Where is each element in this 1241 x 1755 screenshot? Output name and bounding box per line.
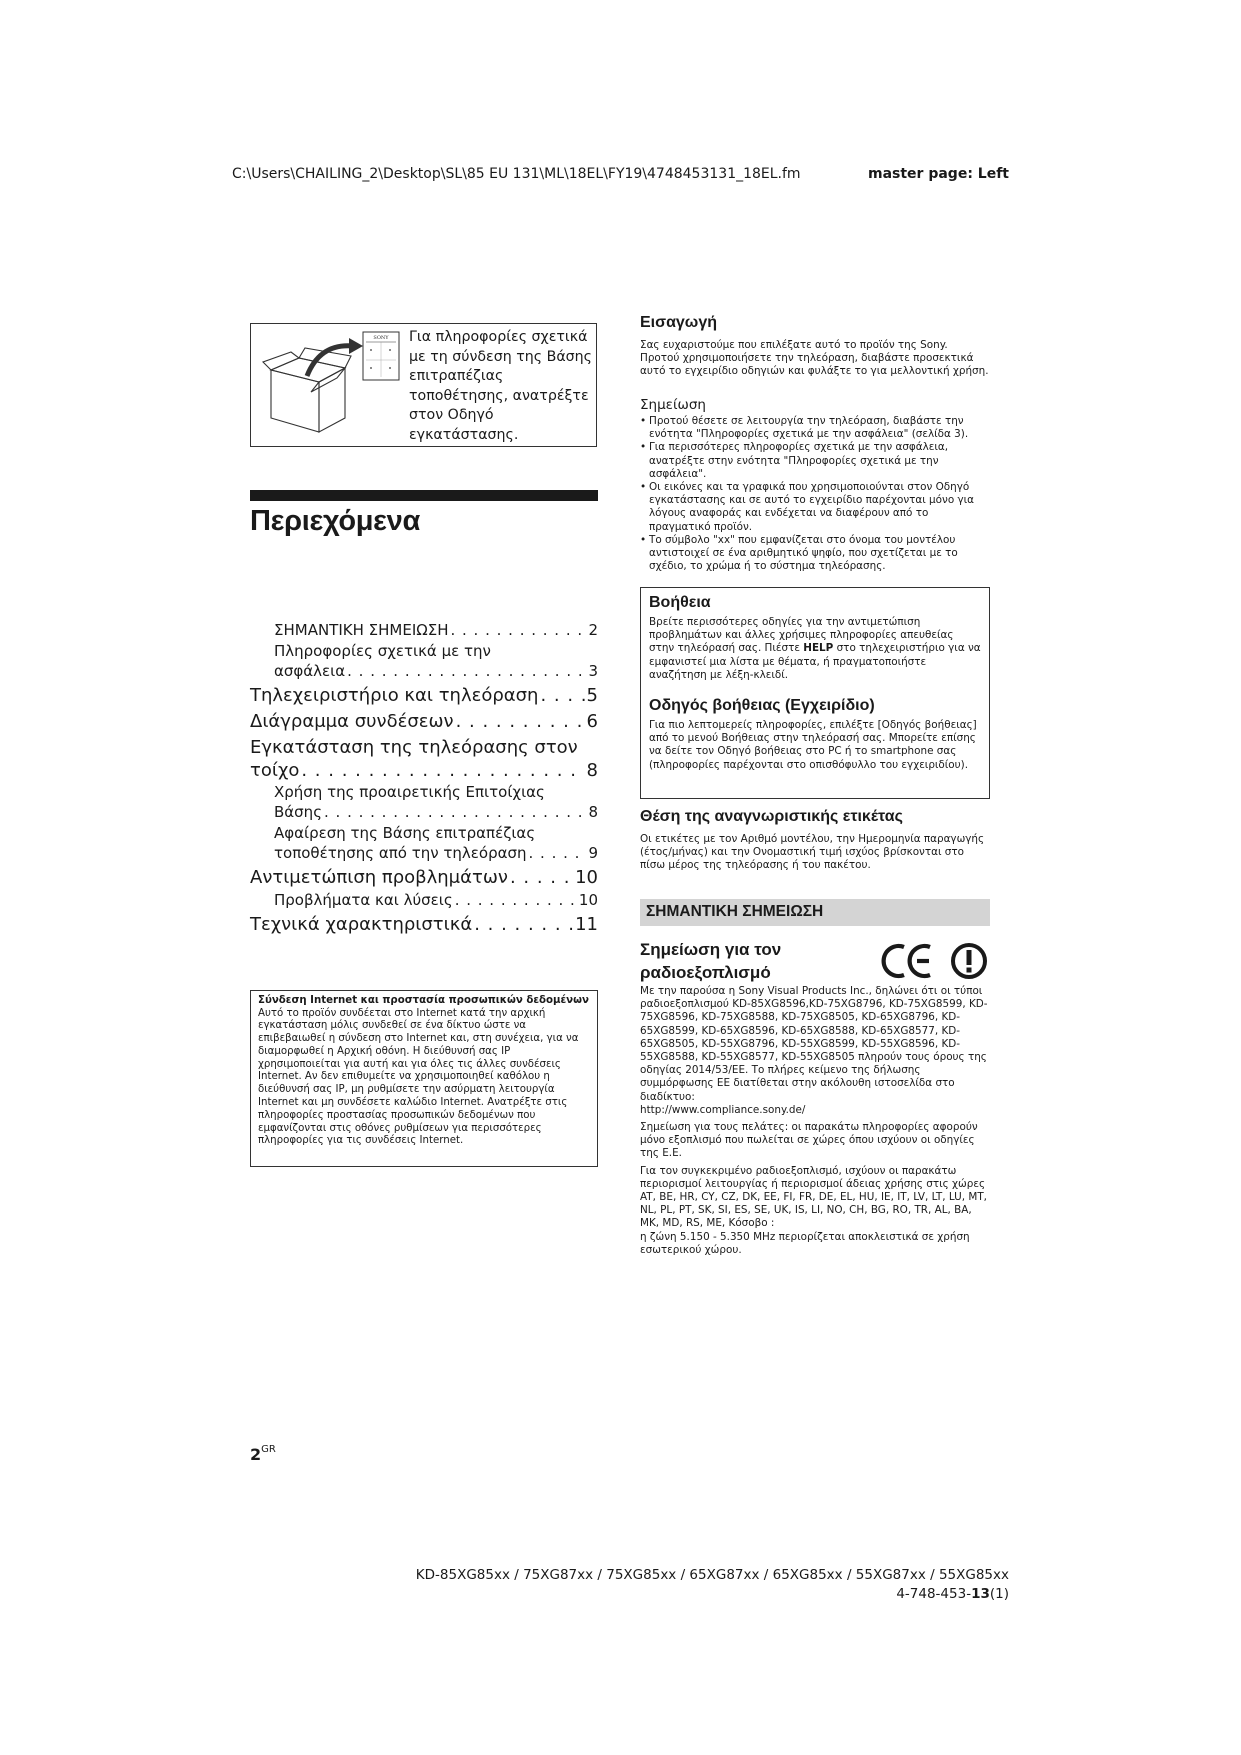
help-guide-body: Για πιο λεπτομερείς πληροφορίες, επιλέξτε [Οδηγός βοήθειας] από το μενού Βοήθειας στην τηλεόρασή σας. Μπορείτε επίσης να δείτε τον Οδηγό βοήθειας στο PC ή το smartphone σας (πληροφορίες παρέχονται στο οπισθόφυλλο του εγχειριδίου). <box>649 719 977 771</box>
customer-note: Σημείωση για τους πελάτες: οι παρακάτω πληροφορίες αφορούν μόνο εξοπλισμό που πωλείται σε χώρες όπου ισχύουν οι οδηγίες της Ε.Ε. <box>640 1121 978 1160</box>
internet-privacy-title: Σύνδεση Internet και προστασία προσωπικών δεδομένων <box>258 995 589 1006</box>
model-list: KD-85XG85xx / 75XG87xx / 75XG85xx / 65XG87xx / 65XG85xx / 55XG87xx / 55XG85xx <box>415 1567 1009 1583</box>
internet-privacy-body: Αυτό το προϊόν συνδέεται στο Internet κατά την αρχική εγκατάσταση μόλις συνδεθεί σε ένα δίκτυο ώστε να επιβεβαιωθεί η σύνδεση στο Internet και, στη συνέχεια, για να διαμορφωθεί η Αρχική οθόνη. Η διεύθυνσή σας IP χρησιμοποιείται για αυτή και για όλες τις άλλες συνδέσεις Internet. Αν δεν επιθυμείτε να χρησιμοποιηθεί καθόλου η διεύθυνσή σας IP, μη ρυθμίσετε την ασύρματη λειτουργία Internet και μη συνδέσετε καλώδιο Internet. Ανατρέξτε στις πληροφορίες προστασίας προσωπικών δεδομένων που εμφανίζονται στις οθόνες ρυθμίσεων για περισσότερες πληροφορίες για τις συνδέσεις Internet. <box>258 1007 579 1147</box>
toc-rule <box>250 490 598 501</box>
toc-item-problems-solutions[interactable]: Προβλήματα και λύσεις . . . 10 <box>250 890 598 911</box>
label-location-title: Θέση της αναγνωριστικής ετικέτας <box>640 808 903 825</box>
box-and-guide-illustration <box>259 330 407 442</box>
radio-equipment-body <box>640 985 990 1261</box>
toc-title: Περιεχόμενα <box>250 505 420 537</box>
alert-mark-icon <box>950 942 988 980</box>
list-item: • Για περισσότερες πληροφορίες σχετικά με την ασφάλεια, ανατρέξτε στην ενότητα "Πληροφορίες σχετικά με την ασφάλεια". <box>640 441 990 481</box>
help-guide-title: Οδηγός βοήθειας (Εγχειρίδιο) <box>649 697 875 715</box>
note-heading: Σημείωση <box>640 397 706 413</box>
toc-item-stand-removal-line1[interactable]: Αφαίρεση της Βάσης επιτραπέζιας <box>274 824 536 842</box>
note-list <box>640 415 990 573</box>
toc-item-important-note[interactable]: ΣΗΜΑΝΤΙΚΗ ΣΗΜΕΙΩΣΗ . . . 2 <box>250 620 598 641</box>
guide-booklet-icon <box>363 332 399 380</box>
list-item: • Το σύμβολο "xx" που εμφανίζεται στο όνομα του μοντέλου αντιστοιχεί σε ένα αριθμητικό ψηφίο, που σχετίζεται με το σχέδιο, το χρώμα ή το σύστημα τηλεόρασης. <box>640 534 990 574</box>
intro-title: Εισαγωγή <box>640 314 717 331</box>
toc-item-remote-and-tv[interactable]: Τηλεχειριστήριο και τηλεόραση . . . 5 <box>250 684 598 708</box>
restriction-text: Για τον συγκεκριμένο ραδιοεξοπλισμό, ισχύουν οι παρακάτω περιορισμοί λειτουργίας ή περιορισμοί άδειας χρήσης στις χώρες AT, BE, HR, CY, CZ, DK, EE, FI, FR, DE, EL, HU, IE, IT, LV, LT, LU, MT, NL, PL, PT, SK, SI, ES, SE, UK, IS, LI, NO, CH, BG, RO, TR, AL, BA, MK, MD, RS, ME, Κόσοβο : η ζώνη 5.150 - 5.350 MHz περιορίζεται αποκλειστικά σε χρήση εσωτερικού χώρου. <box>640 1164 987 1256</box>
internet-privacy-box <box>250 990 598 1167</box>
help-box <box>640 587 990 799</box>
help-title: Βοήθεια <box>649 594 711 611</box>
toc-item-safety[interactable]: ασφάλεια . . . 3 <box>250 661 598 682</box>
booklet-brand: SONY <box>373 335 389 341</box>
page-number: $2^{GR}$ <box>250 1444 276 1464</box>
file-path: C:\Users\CHAILING_2\Desktop\SL\85 EU 131\ML\18EL\FY19\4748453131_18EL.fm <box>232 166 801 182</box>
help-body: Βρείτε περισσότερες οδηγίες για την αντιμετώπιση προβλημάτων και άλλες χρήσιμες πληροφορίες απευθείας στην τηλεόρασή σας. Πιέστε HELP στο τηλεχειριστήριο για να εμφανιστεί μια λίστα με θέματα, ή πραγματοποιήστε αναζήτηση με λέξη-κλειδί. <box>649 616 981 681</box>
list-item: • Οι εικόνες και τα γραφικά που χρησιμοποιούνται στον Οδηγό εγκατάστασης και σε αυτό το εγχειρίδιο παρέχονται μόνο για λόγους αναφοράς και ενδέχεται να διαφέρουν από το πραγματικό προϊόν. <box>640 481 990 534</box>
arrow-icon <box>307 338 363 376</box>
toc-item-stand-removal[interactable]: τοποθέτησης από την τηλεόραση . . . 9 <box>250 843 598 864</box>
toc-item-wall-mount[interactable]: Βάσης . . . 8 <box>250 802 598 823</box>
help-key: HELP <box>803 642 834 655</box>
toc-item-wall-mount-line1[interactable]: Χρήση της προαιρετικής Επιτοίχιας <box>274 783 545 801</box>
setup-guide-note: Για πληροφορίες σχετικά με τη σύνδεση της Βάσης επιτραπέζιας τοποθέτησης, ανατρέξτε στον Οδηγό εγκατάστασης. <box>409 329 592 443</box>
radio-equipment-title: Σημείωση για τον ραδιοεξοπλισμό <box>640 940 782 982</box>
setup-guide-info-box <box>250 323 597 447</box>
ce-mark-icon <box>880 942 936 980</box>
intro-body: Σας ευχαριστούμε που επιλέξατε αυτό το προϊόν της Sony. Προτού χρησιμοποιήσετε την τηλεόραση, διαβάστε προσεκτικά αυτό το εγχειρίδιο οδηγιών και φυλάξτε το για μελλοντική χρήση. <box>640 339 989 378</box>
document-code: 4-748-453-13(1) <box>896 1586 1009 1602</box>
toc-item-specifications[interactable]: Τεχνικά χαρακτηριστικά . . . 11 <box>250 913 598 937</box>
important-note-bar <box>640 899 990 926</box>
toc-item-connection-diagram[interactable]: Διάγραμμα συνδέσεων . . . 6 <box>250 710 598 734</box>
box-icon <box>263 348 351 432</box>
important-note-title: ΣΗΜΑΝΤΙΚΗ ΣΗΜΕΙΩΣΗ <box>646 903 824 920</box>
toc-item-wall-install[interactable]: τοίχο . . . 8 <box>250 759 598 782</box>
declaration-text: Με την παρούσα η Sony Visual Products Inc., δηλώνει ότι οι τύποι ραδιοεξοπλισμού KD-85XG8596,KD-75XG8796, KD-75XG8599, KD-75XG8596, KD-75XG8588, KD-75XG8505, KD-65XG8796, KD-65XG8599, KD-65XG8596, KD-65XG8588, KD-65XG8577, KD-65XG8505, KD-55XG8796, KD-55XG8599, KD-55XG8596, KD-55XG8588, KD-55XG8577, KD-55XG8505 πληρούν τους όρους της οδηγίας 2014/53/ΕΕ. Το πλήρες κείμενο της δήλωσης συμμόρφωσης ΕΕ διατίθεται στην ακόλουθη ιστοσελίδα στο διαδίκτυο: http://www.compliance.sony.de/ <box>640 985 988 1116</box>
master-page-label: master page: Left <box>868 166 1009 182</box>
toc-item-wall-install-line1[interactable]: Εγκατάσταση της τηλεόρασης στον <box>250 737 578 758</box>
table-of-contents <box>250 620 598 937</box>
label-location-body: Οι ετικέτες με τον Αριθμό μοντέλου, την Ημερομηνία παραγωγής (έτος/μήνας) και την Ονομαστική τιμή ισχύος βρίσκονται στο πίσω μέρος της τηλεόρασης ή του πακέτου. <box>640 833 985 872</box>
list-item: • Προτού θέσετε σε λειτουργία την τηλεόραση, διαβάστε την ενότητα "Πληροφορίες σχετικά με την ασφάλεια" (σελίδα 3). <box>640 415 990 441</box>
toc-item-troubleshooting[interactable]: Αντιμετώπιση προβλημάτων . . . 10 <box>250 866 598 890</box>
compliance-url[interactable]: http://www.compliance.sony.de/ <box>640 1103 806 1116</box>
toc-item-safety-line1[interactable]: Πληροφορίες σχετικά με την <box>274 642 491 660</box>
